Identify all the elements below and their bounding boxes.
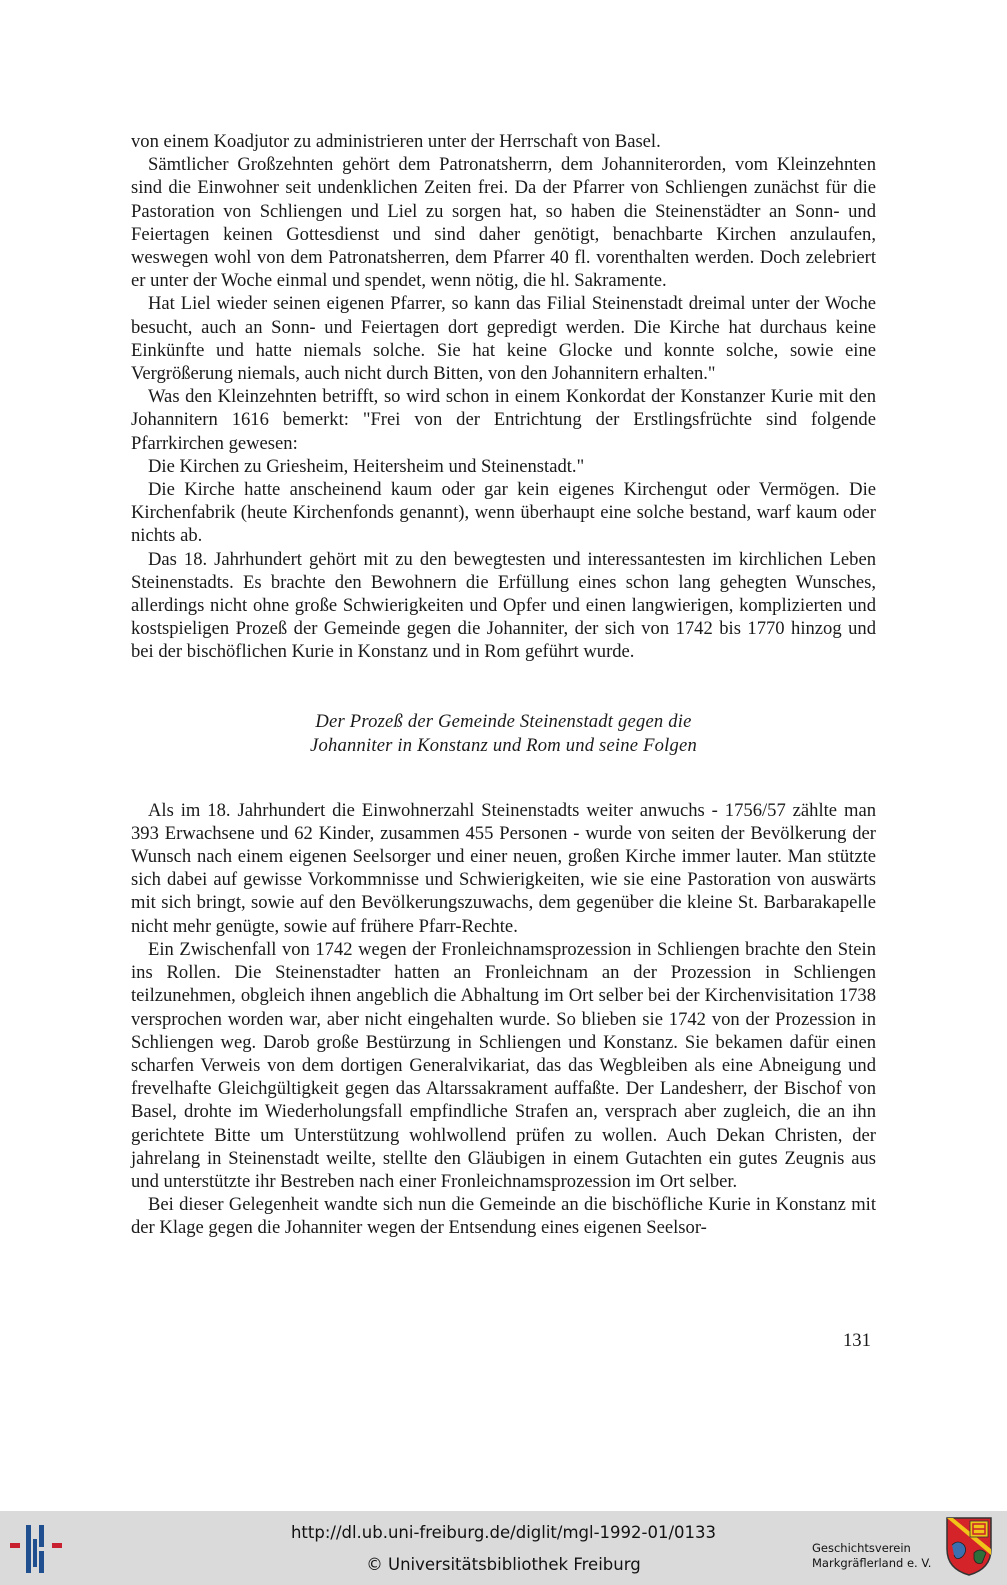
paragraph: Ein Zwischenfall von 1742 wegen der Fronleichnamsprozession in Schliengen brachte den Stein ins Rollen. Die Steinenstadter hatten an Fronleichnam an der Prozession in Schliengen teilzunehmen, obgleich ihnen angeblich die Abhaltung im Ort selber bei der Kirchenvisitation 1738 versprochen worden war, aber nicht eingehalten wurde. So blieben sie 1742 von der Prozession in Schliengen weg. Darob große Bestürzung in Schliengen und Konstanz. Sie bekamen dafür einen scharfen Verweis von dem dortigen Generalvikariat, das das Wegbleiben als eine Abneigung und frevelhafte Gleichgültigkeit gegen das Altarssakrament auffaßte. Der Landesherr, der Bischof von Basel, drohte im Wiederholungsfall empfindliche Strafen an, versprach aber zugleich, die an ihn gerichtete Bitte um Unterstützung wohlwollend prüfen zu wollen. Auch Dekan Christen, der jahrelang in Steinenstadt weilte, stellte den Gläubigen in einem Gutachten ein gutes Zeugnis aus und unterstützte ihr Bestreben nach einer Fronleichnamsprozession im Ort selber. [131, 938, 876, 1192]
footer-url-link[interactable]: http://dl.ub.uni-freiburg.de/diglit/mgl-1992-01/0133 [290, 1523, 717, 1542]
paragraph: Hat Liel wieder seinen eigenen Pfarrer, so kann das Filial Steinenstadt dreimal unter der Woche besucht, auch an Sonn- und Feiertagen dort gepredigt werden. Die Kirche hat durchaus keine Einkünfte und hatte niemals solche. Sie hat keine Glocke und konnte solche, sowie eine Vergrößerung niemals, auch nicht durch Bitten, von den Johannitern erhalten." [131, 293, 876, 385]
paragraph: Sämtlicher Großzehnten gehört dem Patronatsherrn, dem Johanniterorden, vom Kleinzehnten sind die Einwohner seit undenklichen Zeiten frei. Da der Pfarrer von Schliengen zunächst für die Pastoration von Schliengen und Liel zu sorgen hat, so haben die Steinenstädter an Sonn- und Feiertagen keinen Gottesdienst und sind daher genötigt, benachbarte Kirchen anzulaufen, weswegen wohl von dem Patronatsherren, dem Pfarrer 40 fl. vorenthalten werden. Doch zelebriert er unter der Woche einmal und spendet, wenn nötig, die hl. Sakramente. [131, 154, 876, 292]
paragraph: Das 18. Jahrhundert gehört mit zu den bewegtesten und interessantesten im kirchlichen Leben Steinenstadts. Es brachte den Bewohnern die Erfüllung eines schon lang gehegten Wunsches, allerdings nicht ohne große Schwierigkeiten und Opfer und einen langwierigen, komplizierten und kostspieligen Prozeß der Gemeinde gegen die Johanniter, der sich von 1742 bis 1770 hinzog und bei der bischöflichen Kurie in Konstanz und in Rom geführt wurde. [131, 548, 876, 663]
paragraph: Was den Kleinzehnten betrifft, so wird schon in einem Konkordat der Konstanzer Kurie mit den Johannitern 1616 bemerkt: "Frei von der Entrichtung der Erstlingsfrüchte sind folgende Pfarrkirchen gewesen: [131, 386, 876, 454]
section-heading-line: Johanniter in Konstanz und Rom und seine Folgen [310, 735, 697, 757]
footer-bar [0, 1511, 1007, 1585]
footer-copyright: © Universitätsbibliothek Freiburg [366, 1555, 641, 1574]
paragraph: Die Kirchen zu Griesheim, Heitersheim und Steinenstadt." [148, 455, 585, 477]
page-number: 131 [843, 1330, 871, 1351]
society-name [812, 1541, 934, 1571]
section-heading-line: Der Prozeß der Gemeinde Steinenstadt gegen die [315, 710, 692, 732]
society-name-line: Geschichtsverein [812, 1541, 911, 1555]
paragraph: von einem Koadjutor zu administrieren unter der Herrschaft von Basel. [131, 131, 661, 152]
page-body [131, 130, 876, 1240]
paragraph: Die Kirche hatte anscheinend kaum oder gar kein eigenes Kirchengut oder Vermögen. Die Kirchenfabrik (heute Kirchenfonds genannt), wenn überhaupt eine solche bestand, warf kaum oder nichts ab. [131, 479, 876, 547]
coat-of-arms-icon [944, 1515, 994, 1577]
paragraph: Bei dieser Gelegenheit wandte sich nun die Gemeinde an die bischöfliche Kurie in Konstanz mit der Klage gegen die Johanniter wegen der Entsendung eines eigenen Seelsor- [131, 1194, 876, 1239]
section-heading [131, 710, 876, 759]
society-name-line: Markgräflerland e. V. [812, 1556, 932, 1570]
paragraph: Als im 18. Jahrhundert die Einwohnerzahl Steinenstadts weiter anwuchs - 1756/57 zählte man 393 Erwachsene und 62 Kinder, zusammen 455 Personen - wurde von seiten der Bevölkerung der Wunsch nach einem eigenen Seelsorger und einer neuen, großen Kirche immer lauter. Man stützte sich dabei auf gewisse Vorkommnisse und Schwierigkeiten, wie sie eine Pastoration von auswärts mit sich bringt, sowie auf den Bevölkerungszuwachs, dem gegenüber die kleine St. Barbarakapelle nicht mehr genügte, sowie auf frühere Pfarr-Rechte. [131, 799, 876, 937]
